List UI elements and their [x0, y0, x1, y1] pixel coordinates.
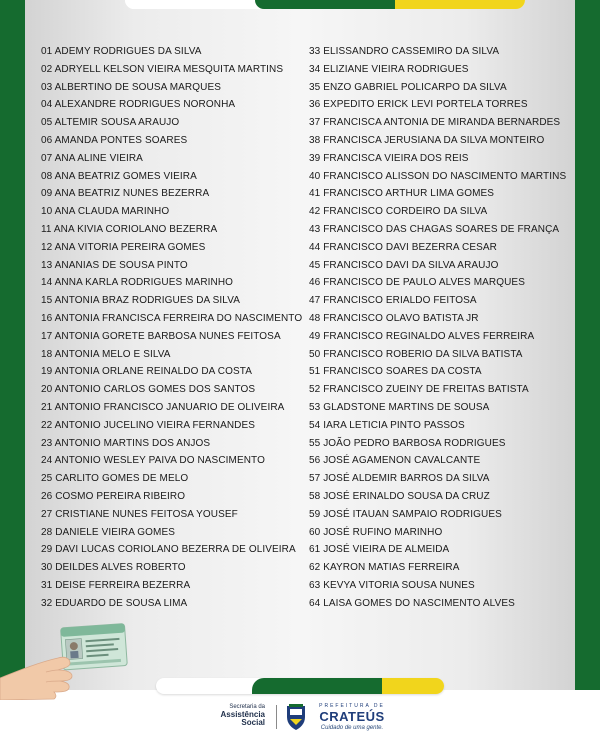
- list-item: 49 FRANCISCO REGINALDO ALVES FERREIRA: [309, 330, 535, 342]
- list-item: 54 IARA LETICIA PINTO PASSOS: [309, 419, 465, 431]
- list-item: 07 ANA ALINE VIEIRA: [41, 152, 143, 164]
- list-item: 62 KAYRON MATIAS FERREIRA: [309, 562, 460, 574]
- list-item: 48 FRANCISCO OLAVO BATISTA JR: [309, 312, 479, 324]
- list-item: 55 JOÃO PEDRO BARBOSA RODRIGUES: [309, 437, 506, 449]
- list-item: 29 DAVI LUCAS CORIOLANO BEZERRA DE OLIVEIRA: [41, 544, 296, 556]
- list-item: 19 ANTONIA ORLANE REINALDO DA COSTA: [41, 366, 252, 378]
- list-item: 12 ANA VITORIA PEREIRA GOMES: [41, 241, 206, 253]
- list-item: 04 ALEXANDRE RODRIGUES NORONHA: [41, 99, 236, 111]
- list-item: 22 ANTONIO JUCELINO VIEIRA FERNANDES: [41, 419, 256, 431]
- list-item: 60 JOSÉ RUFINO MARINHO: [309, 526, 443, 538]
- list-item: 24 ANTONIO WESLEY PAIVA DO NASCIMENTO: [41, 455, 265, 467]
- names-column-left: [41, 43, 302, 613]
- list-item: 50 FRANCISCO ROBERIO DA SILVA BATISTA: [309, 348, 523, 360]
- list-item: 40 FRANCISCO ALISSON DO NASCIMENTO MARTINS: [309, 170, 567, 182]
- bottom-color-pill: [156, 678, 444, 694]
- list-item: 37 FRANCISCA ANTONIA DE MIRANDA BERNARDES: [309, 117, 561, 129]
- list-item: 47 FRANCISCO ERIALDO FEITOSA: [309, 295, 477, 307]
- list-item: 36 EXPEDITO ERICK LEVI PORTELA TORRES: [309, 99, 528, 111]
- list-item: 39 FRANCISCA VIEIRA DOS REIS: [309, 152, 469, 164]
- list-item: 61 JOSÉ VIEIRA DE ALMEIDA: [309, 544, 450, 556]
- list-item: 53 GLADSTONE MARTINS DE SOUSA: [309, 401, 490, 413]
- list-item: 09 ANA BEATRIZ NUNES BEZERRA: [41, 188, 210, 200]
- names-column-right: [309, 43, 566, 613]
- list-item: 23 ANTONIO MARTINS DOS ANJOS: [41, 437, 211, 449]
- list-item: 17 ANTONIA GORETE BARBOSA NUNES FEITOSA: [41, 330, 281, 342]
- dept-line-3: Social: [241, 718, 265, 727]
- list-item: 43 FRANCISCO DAS CHAGAS SOARES DE FRANÇA: [309, 223, 560, 235]
- list-item: 18 ANTONIA MELO E SILVA: [41, 348, 171, 360]
- dept-line-2: Assistência: [220, 710, 265, 719]
- list-item: 64 LAISA GOMES DO NASCIMENTO ALVES: [309, 597, 515, 609]
- list-item: 59 JOSÉ ITAUAN SAMPAIO RODRIGUES: [309, 508, 502, 520]
- list-item: 45 FRANCISCO DAVI DA SILVA ARAUJO: [309, 259, 499, 271]
- list-item: 03 ALBERTINO DE SOUSA MARQUES: [41, 81, 221, 93]
- list-item: 46 FRANCISCO DE PAULO ALVES MARQUES: [309, 277, 525, 289]
- list-item: 11 ANA KIVIA CORIOLANO BEZERRA: [41, 223, 218, 235]
- list-item: 14 ANNA KARLA RODRIGUES MARINHO: [41, 277, 234, 289]
- prefeitura-label: PREFEITURA DE: [319, 703, 385, 709]
- hand-holding-id-card-icon: [0, 618, 140, 700]
- list-item: 58 JOSÉ ERINALDO SOUSA DA CRUZ: [309, 490, 490, 502]
- list-item: 57 JOSÉ ALDEMIR BARROS DA SILVA: [309, 473, 490, 485]
- list-item: 05 ALTEMIR SOUSA ARAUJO: [41, 117, 180, 129]
- city-crest-icon: [285, 703, 307, 731]
- list-item: 42 FRANCISCO CORDEIRO DA SILVA: [309, 206, 488, 218]
- list-item: 56 JOSÉ AGAMENON CAVALCANTE: [309, 455, 481, 467]
- list-item: 13 ANANIAS DE SOUSA PINTO: [41, 259, 188, 271]
- list-item: 31 DEISE FERREIRA BEZERRA: [41, 579, 191, 591]
- list-item: 02 ADRYELL KELSON VIEIRA MESQUITA MARTINS: [41, 63, 284, 75]
- list-item: 20 ANTONIO CARLOS GOMES DOS SANTOS: [41, 384, 256, 396]
- list-item: 10 ANA CLAUDA MARINHO: [41, 206, 170, 218]
- list-item: 63 KEVYA VITORIA SOUSA NUNES: [309, 579, 475, 591]
- list-item: 26 COSMO PEREIRA RIBEIRO: [41, 490, 186, 502]
- list-item: 35 ENZO GABRIEL POLICARPO DA SILVA: [309, 81, 507, 93]
- list-item: 28 DANIELE VIEIRA GOMES: [41, 526, 176, 538]
- prefeitura-logo: [312, 703, 392, 732]
- list-item: 30 DEILDES ALVES ROBERTO: [41, 562, 186, 574]
- footer-divider: [276, 705, 277, 729]
- top-color-tab: [125, 0, 525, 9]
- right-green-border: [575, 0, 600, 690]
- list-item: 16 ANTONIA FRANCISCA FERREIRA DO NASCIMENTO: [41, 312, 303, 324]
- list-item: 06 AMANDA PONTES SOARES: [41, 134, 188, 146]
- list-item: 52 FRANCISCO ZUEINY DE FREITAS BATISTA: [309, 384, 529, 396]
- left-green-border: [0, 0, 25, 690]
- list-item: 41 FRANCISCO ARTHUR LIMA GOMES: [309, 188, 495, 200]
- city-slogan: Cuidado de uma gente.: [320, 725, 384, 731]
- dept-line-1: Secretaria da: [229, 704, 265, 710]
- list-item: 25 CARLITO GOMES DE MELO: [41, 473, 189, 485]
- list-item: 15 ANTONIA BRAZ RODRIGUES DA SILVA: [41, 295, 241, 307]
- list-item: 01 ADEMY RODRIGUES DA SILVA: [41, 46, 202, 57]
- list-item: 08 ANA BEATRIZ GOMES VIEIRA: [41, 170, 197, 182]
- secretariat-logo-text: [203, 704, 265, 727]
- list-item: 21 ANTONIO FRANCISCO JANUARIO DE OLIVEIRA: [41, 401, 285, 413]
- list-item: 38 FRANCISCA JERUSIANA DA SILVA MONTEIRO: [309, 134, 545, 146]
- list-item: 27 CRISTIANE NUNES FEITOSA YOUSEF: [41, 508, 238, 520]
- list-item: 33 ELISSANDRO CASSEMIRO DA SILVA: [309, 46, 500, 57]
- city-name: CRATEÚS: [319, 709, 385, 724]
- list-item: 44 FRANCISCO DAVI BEZERRA CESAR: [309, 241, 497, 253]
- list-item: 32 EDUARDO DE SOUSA LIMA: [41, 597, 188, 609]
- list-item: 51 FRANCISCO SOARES DA COSTA: [309, 366, 482, 378]
- list-item: 34 ELIZIANE VIEIRA RODRIGUES: [309, 63, 469, 75]
